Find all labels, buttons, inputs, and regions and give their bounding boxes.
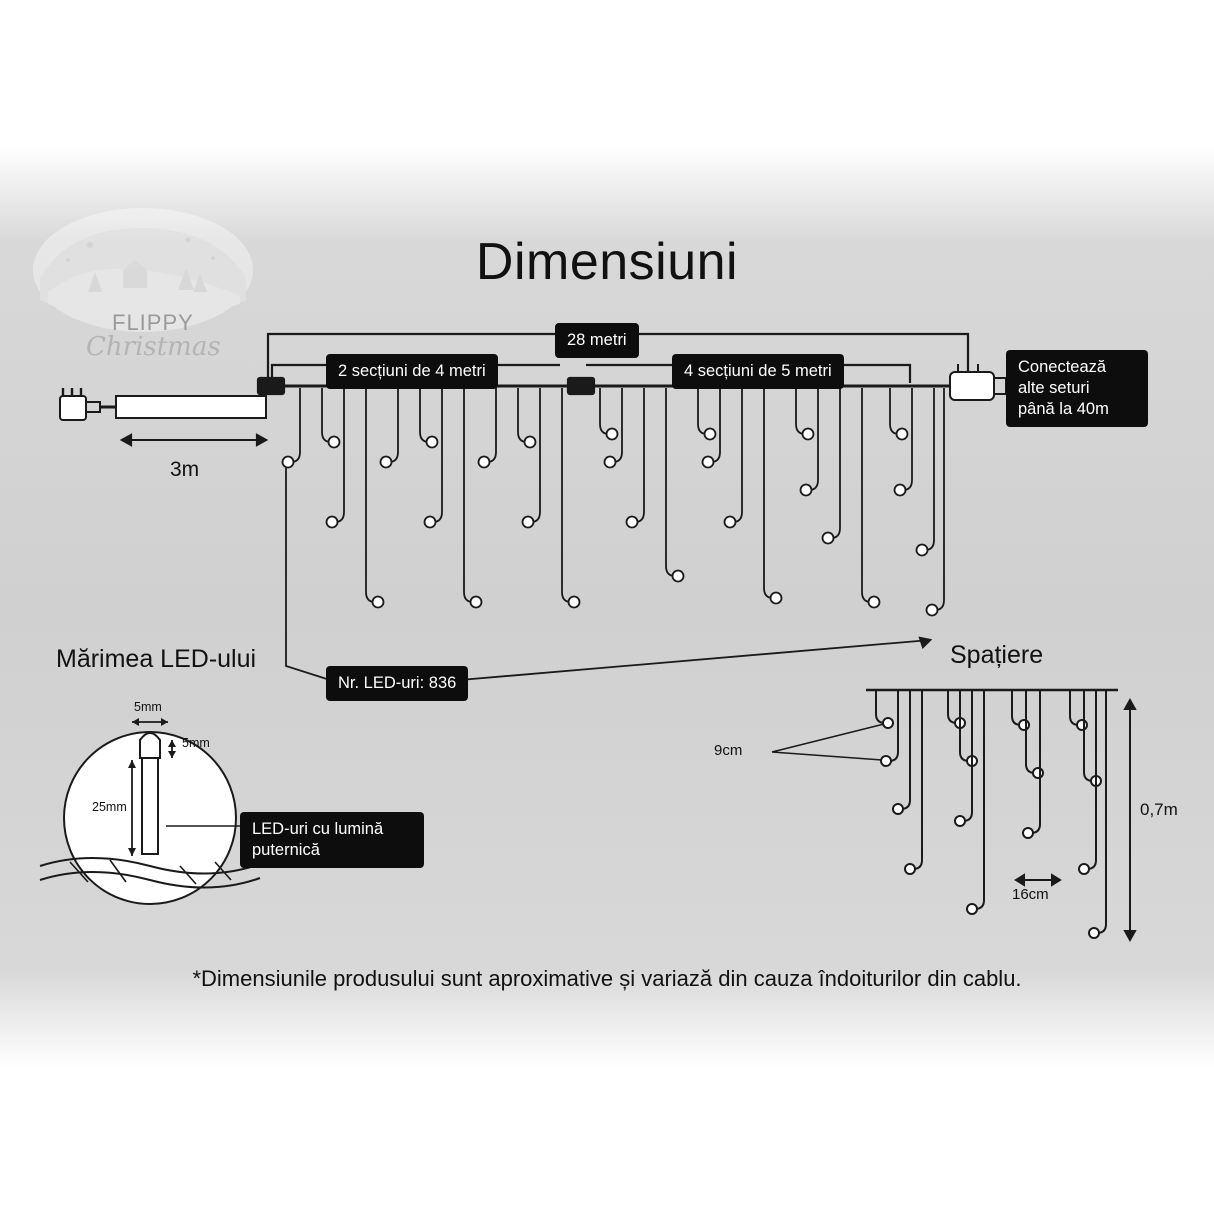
connect-line-1: Conectează <box>1018 358 1107 376</box>
label-led-height: 5mm <box>182 736 210 750</box>
section-title-spacing: Spațiere <box>950 641 1044 669</box>
spacing-detail <box>772 690 1135 940</box>
led-size-detail <box>40 718 260 904</box>
label-spacing-height: 0,7m <box>1140 800 1178 819</box>
bright-led-line-1: LED-uri cu lumină <box>252 820 384 838</box>
label-lead-cable: 3m <box>170 458 200 481</box>
label-led-length: 25mm <box>92 800 127 814</box>
bright-led-line-2: puternică <box>252 841 320 860</box>
icicle-strands <box>283 388 945 616</box>
tag-led-count: Nr. LED-uri: 836 <box>326 666 468 701</box>
label-spacing-drop-gap: 9cm <box>714 742 743 759</box>
section-title-led-size: Mărimea LED-ului <box>56 645 257 673</box>
brand-text-top: FLIPPY <box>112 310 194 335</box>
tag-sections-left: 2 secțiuni de 4 metri <box>326 354 498 389</box>
tag-sections-right: 4 secțiuni de 5 metri <box>672 354 844 389</box>
tag-total-length: 28 metri <box>555 323 639 358</box>
connect-line-3: până la 40m <box>1018 400 1109 419</box>
footnote: *Dimensiunile produsului sunt aproximative și variază din cauza îndoiturilor din cablu. <box>192 966 1022 991</box>
tag-bright-leds <box>240 812 424 868</box>
label-led-width: 5mm <box>134 700 162 714</box>
connect-line-2: alte seturi <box>1018 379 1090 398</box>
brand-text-bottom: Christmas <box>86 332 221 362</box>
page-title: Dimensiuni <box>475 233 739 291</box>
tag-connect-more <box>1006 350 1148 427</box>
label-spacing-horizontal: 16cm <box>1012 886 1049 903</box>
